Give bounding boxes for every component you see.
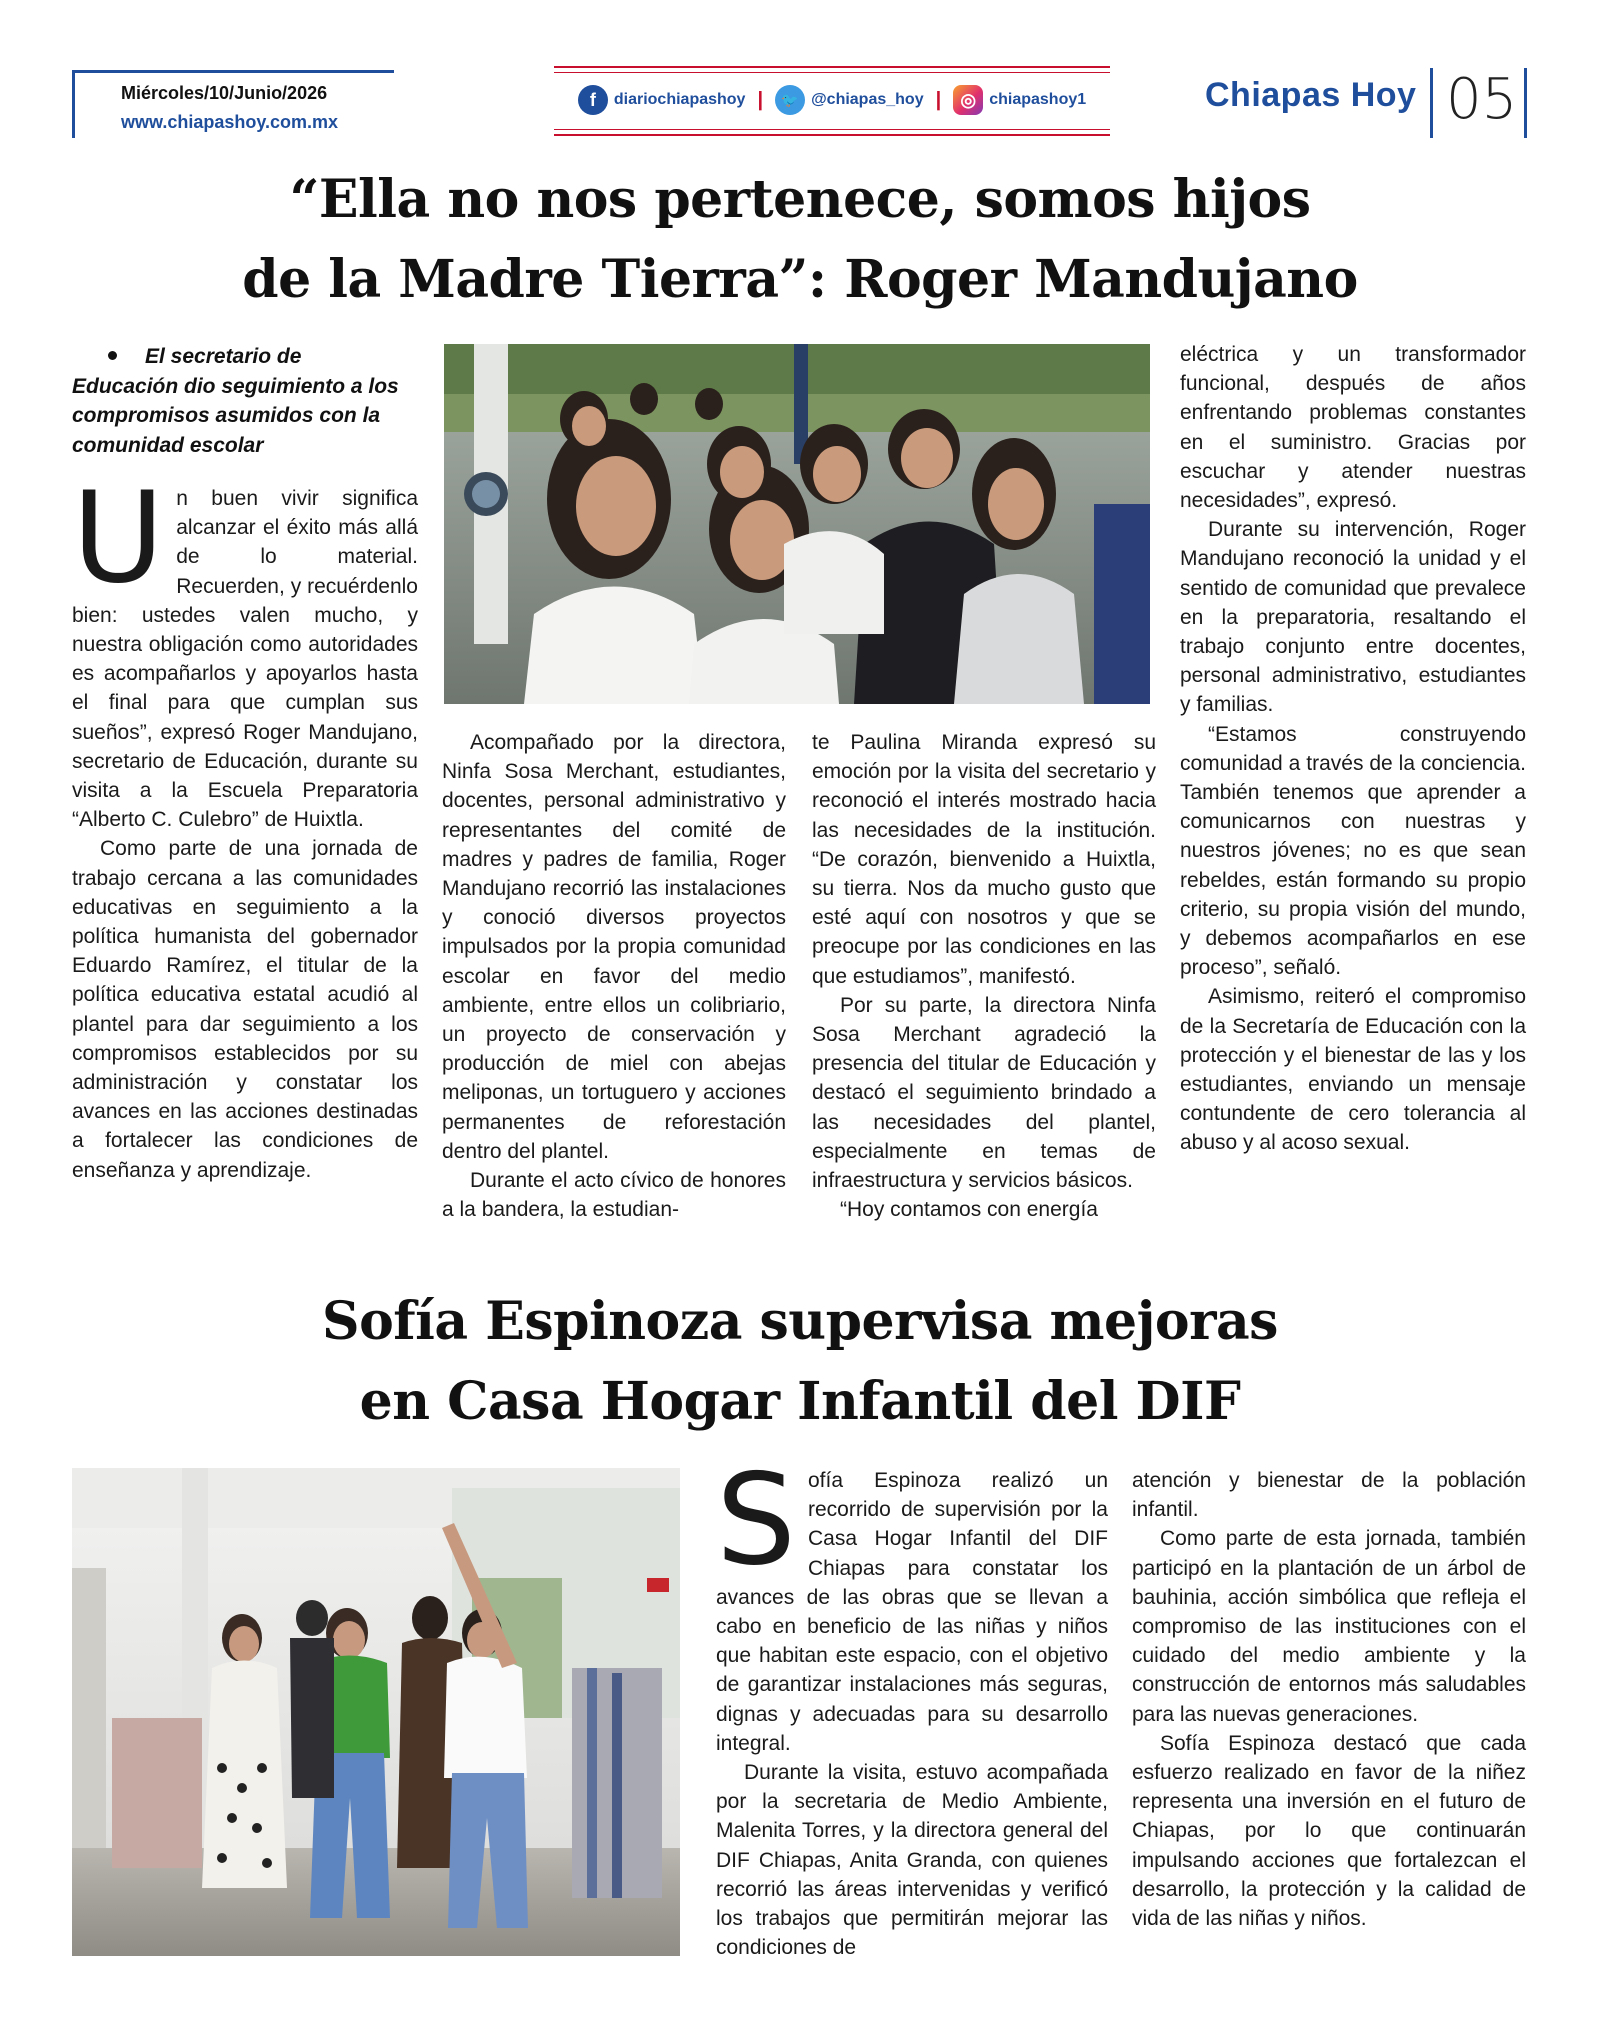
- paragraph: te Paulina Miranda expresó su emoción por la visita del secretario y reconoció el interés mostrado hacia las necesidades de la institución. “De corazón, bienvenido a Huixtla, su tierra. Nos da mucho gusto que esté aquí con nosotros y que se preocupe por las condiciones en las que estudiamos”, manifestó.: [812, 731, 1156, 988]
- headline-line: de la Madre Tierra”: Roger Mandujano: [242, 249, 1358, 310]
- article2-column-2: [1132, 1466, 1526, 1933]
- paragraph: Sofía Espinoza destacó que cada esfuerzo realizado en favor de la niñez representa una inversión en el futuro de Chiapas, por lo que continuarán impulsando acciones que fortalezcan el desarrollo, la protección y la calidad de vida de las niñas y niños.: [1132, 1731, 1526, 1931]
- article1-column-4: [1180, 340, 1526, 1158]
- newspaper-brand: Chiapas Hoy: [1205, 76, 1417, 114]
- bullet-icon: [108, 351, 117, 360]
- article1-column-1: [72, 464, 418, 1185]
- article2-headline: [80, 1282, 1520, 1442]
- rule-line: [554, 129, 1110, 130]
- article1-summary: [72, 342, 412, 460]
- instagram-icon: ◎: [953, 85, 983, 115]
- facebook-handle: diariochiapashoy: [613, 91, 746, 108]
- article2-photo: [72, 1468, 680, 1956]
- article2-column-1: [716, 1446, 1108, 1962]
- twitter-icon: 🐦: [775, 85, 805, 115]
- twitter-link[interactable]: [775, 85, 924, 115]
- website-link[interactable]: www.chiapashoy.com.mx: [121, 112, 339, 132]
- paragraph: Asimismo, reiteró el compromiso de la Secretaría de Educación con la protección y el bienestar de las y los estudiantes, enviando un mensaje contundente de cero tolerancia al abuso y al acoso sexual.: [1180, 985, 1526, 1155]
- paragraph: Durante el acto cívico de honores a la bandera, la estudian-: [442, 1169, 786, 1222]
- twitter-handle: @chiapas_hoy: [811, 91, 924, 108]
- paragraph: [716, 1446, 1108, 1758]
- article1-column-3: [812, 728, 1156, 1224]
- article1-headline: [80, 160, 1520, 320]
- brand-divider: [1430, 68, 1433, 138]
- social-bar: [554, 66, 1110, 136]
- paragraph: [72, 464, 418, 834]
- facebook-icon: f: [578, 85, 608, 115]
- headline-line: en Casa Hogar Infantil del DIF: [359, 1371, 1241, 1432]
- paragraph: Durante su intervención, Roger Mandujano reconoció la unidad y el sentido de comunidad que prevalece en la preparatoria, resaltando el trabajo conjunto entre docentes, personal administrativo, estudiantes y familias.: [1180, 518, 1526, 717]
- students-selfie-photo: [444, 344, 1150, 704]
- drop-cap: S: [716, 1446, 796, 1593]
- headline-line: Sofía Espinoza supervisa mejoras: [322, 1291, 1278, 1352]
- paragraph: “Estamos construyendo comunidad a través de la conciencia. También tenemos que aprender a comunicarnos con nuestras y nuestros jóvenes; no es que sean rebeldes, están formando su propio criterio, su propia visión del mundo, y debemos acompañarlos en ese proceso”, señaló.: [1180, 722, 1526, 980]
- rule-line: [554, 66, 1110, 68]
- paragraph: Acompañado por la directora, Ninfa Sosa Merchant, estudiantes, docentes, personal administrativo y representantes del comité de madres y padres de familia, Roger Mandujano recorrió las instalaciones y conoció diversos proyectos impulsados por la propia comunidad escolar en favor del medio ambiente, entre ellos un colibriario, un proyecto de conservación y producción de miel con abejas meliponas, un tortuguero y acciones permanentes de reforestación dentro del plantel.: [442, 731, 786, 1163]
- paragraph: atención y bienestar de la población infantil.: [1132, 1469, 1526, 1522]
- headline-line: “Ella no nos pertenece, somos hijos: [289, 169, 1311, 230]
- article1-column-2: [442, 728, 786, 1224]
- issue-date: Miércoles/10/Junio/2026: [121, 83, 328, 103]
- separator: |: [935, 88, 942, 111]
- separator: |: [757, 88, 764, 111]
- summary-text: El secretario de Educación dio seguimiento a los compromisos asumidos con la comunidad escolar: [72, 345, 399, 457]
- casa-hogar-supervision-photo: [72, 1468, 680, 1956]
- paragraph: Por su parte, la directora Ninfa Sosa Merchant agradeció la presencia del titular de Educación y destacó el seguimiento brindado a las necesidades del plantel, especialmente en temas de infraestructura y servicios básicos.: [812, 993, 1156, 1193]
- paragraph: Como parte de esta jornada, también participó en la plantación de un árbol de bauhinia, acción simbólica que refleja el compromiso de las instituciones con el cuidado del medio ambiente y la construcción de entornos más saludables para las nuevas generaciones.: [1132, 1527, 1526, 1726]
- facebook-link[interactable]: [578, 85, 746, 115]
- paragraph: eléctrica y un transformador funcional, después de años enfrentando problemas constantes en el suministro. Gracias por escuchar y atender nuestras necesidades”, expresó.: [1180, 343, 1526, 513]
- paragraph-text: ofía Espinoza realizó un recorrido de supervisión por la Casa Hogar Infantil del DIF Chiapas para constatar los avances de las obras que se llevan a cabo en beneficio de las niñas y niños que habitan este espacio, con el objetivo de garantizar instalaciones más seguras, dignas y adecuadas para su desarrollo integral.: [716, 1469, 1108, 1755]
- instagram-link[interactable]: [953, 85, 1086, 115]
- page-edge-rule: [1524, 68, 1527, 138]
- article1-photo: [444, 344, 1150, 704]
- page-number: 05: [1446, 67, 1518, 132]
- paragraph: Como parte de una jornada de trabajo cercana a las comunidades educativas en seguimiento a la política humanista del gobernador Eduardo Ramírez, el titular de la política educativa estatal acudió al plantel para dar seguimiento a los compromisos establecidos por su administración y constatar los avances en las acciones destinadas a fortalecer las condiciones de enseñanza y aprendizaje.: [72, 837, 418, 1182]
- drop-cap: U: [72, 464, 165, 611]
- rule-line: [554, 134, 1110, 136]
- paragraph-text: n buen vivir significa alcanzar el éxito más allá de lo material. Recuerden, y recuérdenlo bien: ustedes valen mucho, y nuestra obligación como autoridades es acompañarlos y apoyarlos hasta el final para que cumplan sus sueños”, expresó Roger Mandujano, secretario de Educación, durante su visita a la Escuela Preparatoria “Alberto C. Culebro” de Huixtla.: [72, 487, 418, 832]
- dateline-block: [72, 70, 394, 138]
- instagram-handle: chiapashoy1: [989, 91, 1087, 108]
- paragraph: Durante la visita, estuvo acompañada por la secretaria de Medio Ambiente, Malenita Torres, y la directora general del DIF Chiapas, Anita Granda, con quienes recorrió las áreas intervenidas y verificó los trabajos que permitirán mejorar las condiciones de: [716, 1761, 1108, 1960]
- rule-line: [554, 72, 1110, 73]
- paragraph: “Hoy contamos con energía: [840, 1198, 1098, 1222]
